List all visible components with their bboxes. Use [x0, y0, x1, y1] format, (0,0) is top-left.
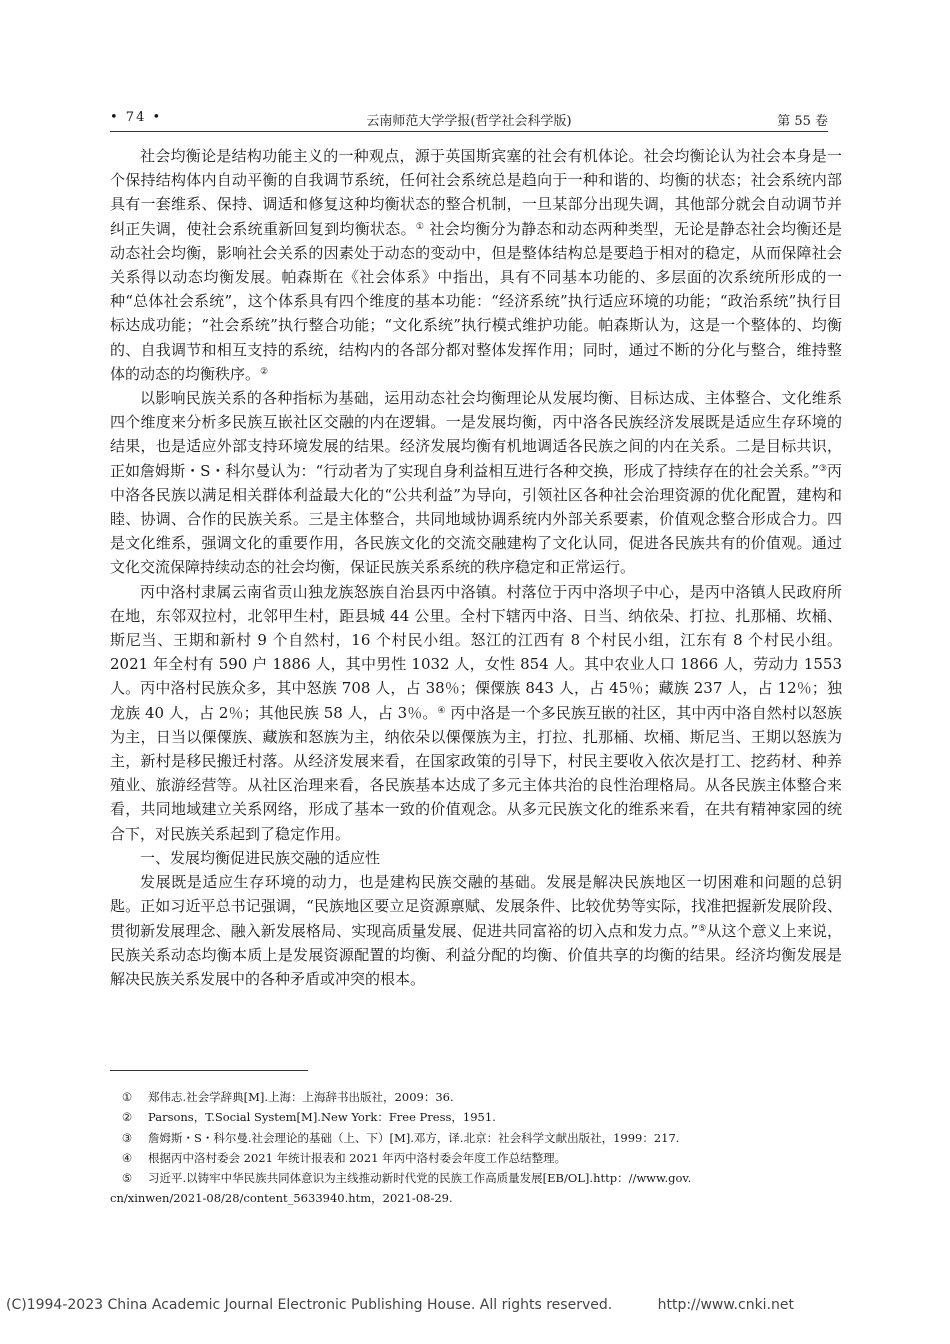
footnotes	[110, 1087, 842, 1209]
footnote-3: ③ 詹姆斯・S・科尔曼.社会理论的基础（上、下）[M].邓方，译.北京：社会科学文献出版社，1999：217.	[121, 1130, 680, 1145]
footnote-rule	[110, 1070, 308, 1071]
footnote-4: ④ 根据丙中洛村委会 2021 年统计报表和 2021 年丙中洛村委会年度工作总结整理。	[121, 1150, 567, 1165]
paragraph-3: 丙中洛村隶属云南省贡山独龙族怒族自治县丙中洛镇。村落位于丙中洛坝子中心，是丙中洛镇人民政府所在地，东邻双拉村，北邻甲生村，距县城 44 公里。全村下辖丙中洛、日当、纳依朵、打拉、扎那桶、坎桶、斯尼当、王期和新村 9 个自然村，16 个村民小组。怒江的江西有 8 个村民小组，江东有 8 个村民小组。2021 年全村有 590 户 1886 人，其中男性 1032 人，女性 854 人。其中农业人口 1866 人，劳动力 1553 人。丙中洛村民族众多，其中怒族 708 人，占 38％；傈僳族 843 人，占 45％；藏族 237 人，占 12％；独龙族 40 人，占 2％；其他民族 58 人，占 3％。④ 丙中洛是一个多民族互嵌的社区，其中丙中洛自然村以怒族为主，日当以傈僳族、藏族和怒族为主，纳依朵以傈僳族为主，打拉、扎那桶、坎桶、斯尼当、王期以怒族为主，新村是移民搬迁村落。从经济发展来看，在国家政策的引导下，村民主要收入依次是打工、挖药材、种养殖业、旅游经营等。从社区治理来看，各民族基本达成了多元主体共治的良性治理格局。从各民族主体整合来看，共同地域建立关系网络，形成了基本一致的价值观念。从多元民族文化的维系来看，在共有精神家园的统合下，对民族关系起到了稳定作用。	[110, 582, 842, 843]
cnki-link[interactable]: http://www.cnki.net	[657, 1297, 794, 1313]
footnote-5-continuation[interactable]: cn/xinwen/2021-08/28/content_5633940.htm，2021-08-29.	[110, 1191, 453, 1206]
page-footer	[0, 1297, 950, 1319]
running-header	[110, 104, 828, 130]
section-heading: 一、发展均衡促进民族交融的适应性	[140, 848, 381, 867]
footnote-2: ② Parsons，T.Social System[M].New York：Free Press，1951.	[121, 1110, 496, 1125]
footnote-ref-2[interactable]: ②	[260, 366, 269, 377]
footnote-ref-5[interactable]: ⑤	[698, 923, 707, 934]
footnote-ref-4[interactable]: ④	[437, 705, 446, 716]
footnote-1: ① 郑伟志.社会学辞典[M].上海：上海辞书出版社，2009：36.	[121, 1090, 454, 1104]
volume-label: 第 55 卷	[777, 114, 828, 129]
paragraph-1: 社会均衡论是结构功能主义的一种观点，源于英国斯宾塞的社会有机体论。社会均衡论认为社会本身是一个保持结构体内自动平衡的自我调节系统，任何社会系统总是趋向于一种和谐的、均衡的状态；社会系统内部具有一套维系、保持、调适和修复这种均衡状态的整合机制，一旦某部分出现失调，其他部分就会自动调节并纠正失调，使社会系统重新回复到均衡状态。① 社会均衡分为静态和动态两种类型，无论是静态社会均衡还是动态社会均衡，影响社会关系的因素处于动态的变动中，但是整体结构总是要趋于相对的稳定，从而保障社会关系得以动态均衡发展。帕森斯在《社会体系》中指出，具有不同基本功能的、多层面的次系统所形成的一种“总体社会系统”，这个体系具有四个维度的基本功能：“经济系统”执行适应环境的功能；“政治系统”执行目标达成功能；“社会系统”执行整合功能；“文化系统”执行模式维护功能。帕森斯认为，这是一个整体的、均衡的、自我调节和相互支持的系统，结构内的各部分都对整体发挥作用；同时，通过不断的分化与整合，维持整体的动态的均衡秩序。②	[110, 147, 842, 383]
page-number: • 74 •	[110, 110, 163, 125]
footnote-5: ⑤ 习近平.以铸牢中华民族共同体意识为主线推动新时代党的民族工作高质量发展[EB/OL].http：//www.gov.	[121, 1171, 692, 1186]
footnote-ref-3[interactable]: ③	[818, 463, 827, 474]
article-body	[110, 144, 842, 991]
header-rule	[110, 131, 828, 132]
paragraph-4: 发展既是适应生存环境的动力，也是建构民族交融的基础。发展是解决民族地区一切困难和问题的总钥匙。正如习近平总书记强调，“民族地区要立足资源禀赋、发展条件、比较优势等实际，找准把握新发展阶段、贯彻新发展理念、融入新发展格局、实现高质量发展、促进共同富裕的切入点和发力点。”⑤从这个意义上来说，民族关系动态均衡本质上是发展资源配置的均衡、利益分配的均衡、价值共享的均衡的结果。经济均衡发展是解决民族关系发展中的各种矛盾或冲突的根本。	[110, 873, 842, 988]
copyright-notice: (C)1994-2023 China Academic Journal Electronic Publishing House. All rights reserved.	[6, 1297, 613, 1313]
journal-title: 云南师范大学学报(哲学社会科学版)	[366, 114, 572, 129]
paragraph-2: 以影响民族关系的各种指标为基础，运用动态社会均衡理论从发展均衡、目标达成、主体整合、文化维系四个维度来分析多民族互嵌社区交融的内在逻辑。一是发展均衡，丙中洛各民族经济发展既是适应生存环境的结果，也是适应外部支持环境发展的结果。经济发展均衡有机地调适各民族之间的内在关系。二是目标共识，正如詹姆斯・S・科尔曼认为：“行动者为了实现自身利益相互进行各种交换，形成了持续存在的社会关系。”③丙中洛各民族以满足相关群体利益最大化的“公共利益”为导向，引领社区各种社会治理资源的优化配置，建构和睦、协调、合作的民族关系。三是主体整合，共同地域协调系统内外部关系要素，价值观念整合形成合力。四是文化维系，强调文化的重要作用，各民族文化的交流交融建构了文化认同，促进各民族共有的价值观。通过文化交流保障持续动态的社会均衡，保证民族关系系统的秩序稳定和正常运行。	[110, 389, 842, 577]
footnote-ref-1[interactable]: ①	[415, 221, 425, 232]
